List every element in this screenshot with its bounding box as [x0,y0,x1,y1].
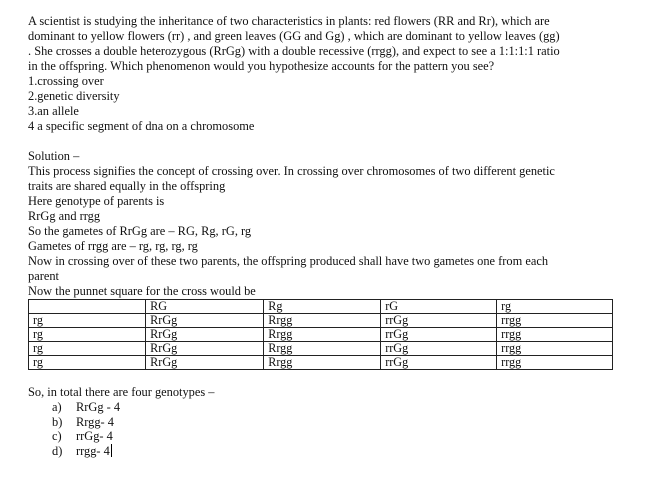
table-cell: rrGg [381,342,497,356]
table-header-row [29,300,613,314]
table-row [29,342,613,356]
list-item-text: Rrgg- 4 [76,414,114,429]
list-marker: a) [52,400,62,414]
solution-para-line-1: This process signifies the concept of crossing over. In crossing over chromosomes of two different genetic [28,164,555,178]
table-cell: rrGg [381,328,497,342]
table-cell: RrGg [146,314,264,328]
text-cursor [111,444,112,457]
table-header-cell: Rg [264,300,381,314]
table-cell: rg [29,356,146,370]
list-marker: d) [52,443,63,458]
list-item [52,415,612,430]
option-2: 2.genetic diversity [28,89,120,103]
question-line-1: A scientist is studying the inheritance of two characteristics in plants: red flowers (RR and Rr), which are [28,14,550,28]
table-cell: RrGg [146,328,264,342]
parent-genotypes: RrGg and rrgg [28,209,101,223]
option-4: 4 a specific segment of dna on a chromosome [28,119,255,133]
table-cell: Rrgg [264,342,381,356]
solution-para-line-2: traits are shared equally in the offspring [28,179,226,193]
punnett-square-table [28,299,613,370]
table-header-cell: RG [146,300,264,314]
summary-intro: So, in total there are four genotypes – [28,385,215,399]
gametes-line-2: Gametes of rrgg are – rg, rg, rg, rg [28,239,198,253]
question-line-2: dominant to yellow flowers (rr) , and green leaves (GG and Gg) , which are dominant to yellow leaves (gg) [28,29,560,43]
document-body[interactable] [28,14,612,458]
list-item-text: rrGg- 4 [76,429,113,443]
solution-heading: Solution – [28,149,80,163]
blank-line [28,134,612,149]
crossing-line-1: Now in crossing over of these two parents, the offspring produced shall have two gametes one from each [28,254,549,268]
list-item [52,400,612,415]
punnett-intro: Now the punnet square for the cross would be [28,284,256,298]
table-row [29,314,613,328]
question-line-3: . She crosses a double heterozygous (RrGg) with a double recessive (rrgg), and expect to see a 1:1:1:1 ratio [28,44,560,58]
table-header-cell: rg [497,300,613,314]
table-cell: rrGg [381,314,497,328]
list-marker: c) [52,429,62,443]
table-cell: rrgg [497,314,613,328]
table-row [29,356,613,370]
table-cell: RrGg [146,342,264,356]
table-cell [29,300,146,314]
table-row [29,328,613,342]
list-marker: b) [52,414,63,429]
table-cell: rg [29,314,146,328]
table-cell: Rrgg [264,356,381,370]
table-cell: Rrgg [264,314,381,328]
question-line-4: in the offspring. Which phenomenon would you hypothesize accounts for the pattern you see? [28,59,495,73]
list-item [52,444,612,459]
list-item [52,429,612,444]
blank-line [28,370,612,385]
table-cell: rg [29,342,146,356]
option-3: 3.an allele [28,104,79,118]
table-cell: rrgg [497,342,613,356]
list-item-text: rrgg- 4 [76,443,110,458]
table-cell: rrgg [497,356,613,370]
crossing-line-2: parent [28,269,59,283]
genotype-list [52,400,612,458]
table-cell: Rrgg [264,328,381,342]
table-cell: rrGg [381,356,497,370]
list-item-text: RrGg - 4 [76,400,121,414]
table-cell: rg [29,328,146,342]
option-1: 1.crossing over [28,74,104,88]
table-header-cell: rG [381,300,497,314]
gametes-line-1: So the gametes of RrGg are – RG, Rg, rG, rg [28,224,252,238]
table-cell: rrgg [497,328,613,342]
genotype-intro: Here genotype of parents is [28,194,165,208]
table-cell: RrGg [146,356,264,370]
